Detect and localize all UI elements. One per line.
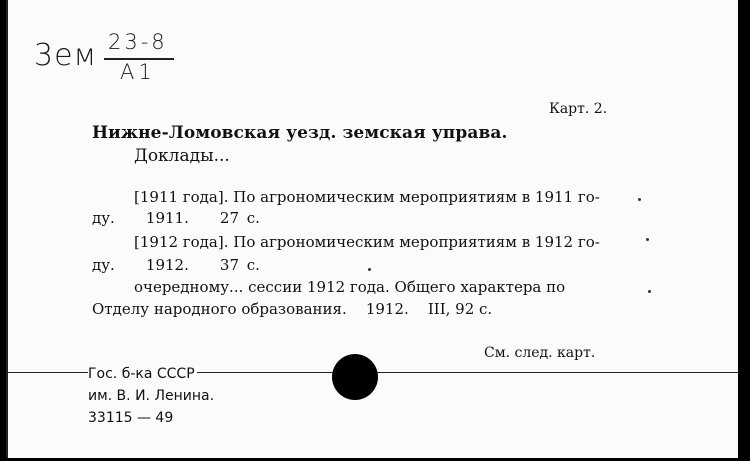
entry-3-line-2: Отделу народного образования. 1912. III, 92 с. bbox=[92, 300, 493, 318]
library-stamp-line-1: Гос. б-ка СССР bbox=[88, 366, 195, 382]
card-number: Карт. 2. bbox=[549, 101, 608, 117]
see-next-card: См. след. карт. bbox=[484, 345, 596, 361]
entry-heading: Нижне-Ломовская уезд. земская управа. bbox=[92, 123, 508, 143]
handwritten-shelfmark-prefix: 3ем bbox=[34, 38, 98, 73]
library-stamp-line-3: 33115 — 49 bbox=[88, 410, 174, 426]
library-stamp-line-2: им. В. И. Ленина. bbox=[88, 388, 215, 404]
handwritten-shelfmark-bottom: A1 bbox=[120, 60, 156, 84]
entry-1-line-1: [1911 года]. По агрономическим мероприятиям в 1911 го- bbox=[134, 188, 600, 206]
entry-1-line-2: ду. 1911. 27 с. bbox=[92, 209, 260, 227]
handwritten-shelfmark-top: 23-8 bbox=[108, 30, 168, 54]
entry-2-line-1: [1912 года]. По агрономическим мероприятиям в 1912 го- bbox=[134, 233, 600, 251]
ink-speck bbox=[648, 290, 651, 293]
entry-2-line-2: ду. 1912. 37 с. bbox=[92, 256, 260, 274]
catalog-card bbox=[6, 0, 738, 458]
entry-subheading: Доклады... bbox=[134, 146, 230, 166]
ink-speck bbox=[646, 238, 649, 241]
entry-3-line-1: очередному... сессии 1912 года. Общего характера по bbox=[134, 278, 566, 296]
ink-speck bbox=[638, 198, 641, 201]
ink-speck bbox=[368, 268, 371, 271]
punch-hole bbox=[332, 354, 378, 400]
